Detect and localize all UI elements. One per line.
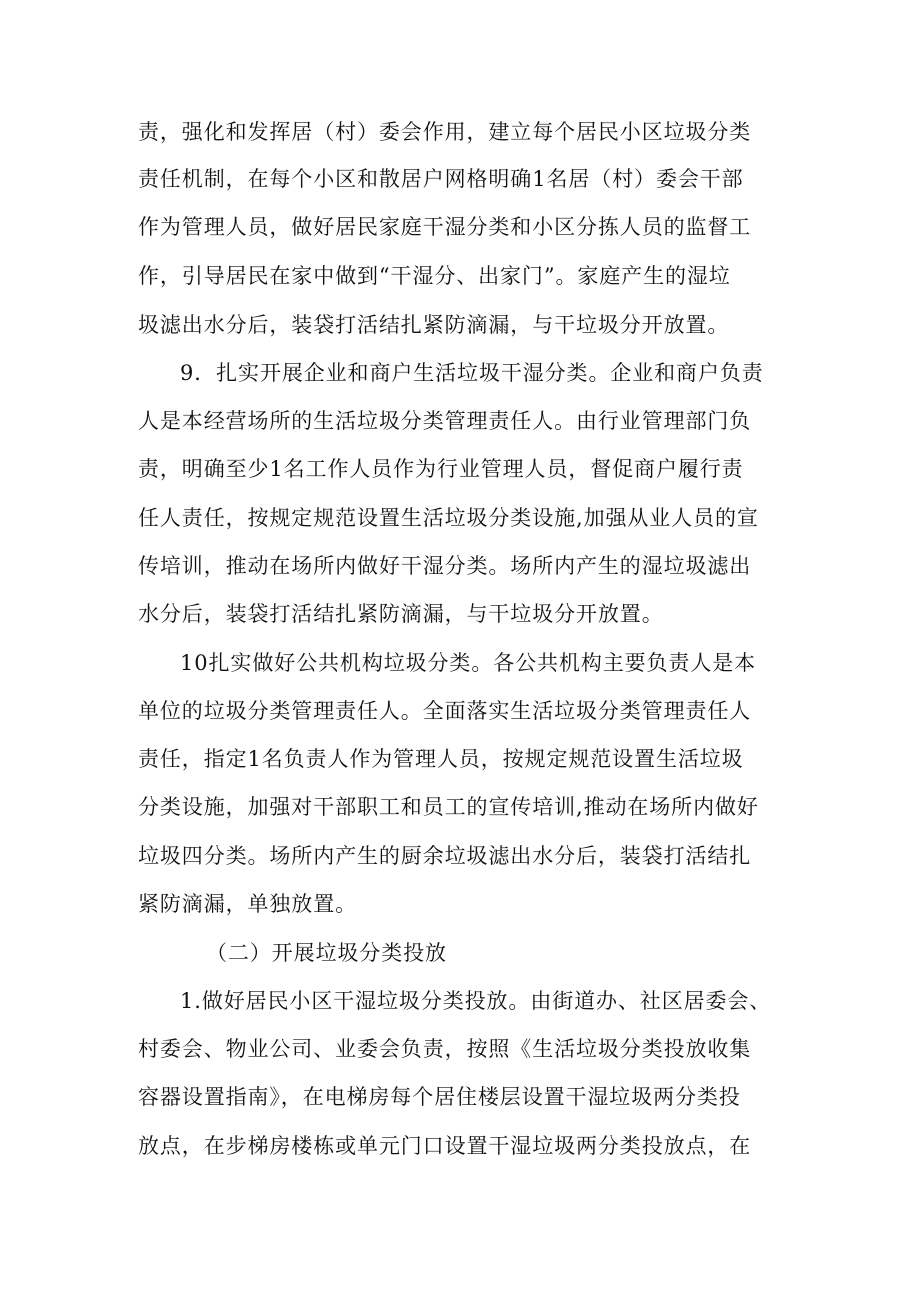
paragraph-line: 人是本经营场所的生活垃圾分类管理责任人。由行业管理部门负 [138, 409, 752, 433]
paragraph-line: 责任，指定1名负责人作为管理人员，按规定规范设置生活垃圾 [138, 747, 744, 771]
paragraph-line: 放点，在步梯房楼栋或单元门口设置干湿垃圾两分类投放点，在 [138, 1134, 752, 1158]
paragraph-line: 责，强化和发挥居（村）委会作用，建立每个居民小区垃圾分类 [138, 120, 752, 144]
paragraph-line: 水分后，装袋打活结扎紧防滴漏，与干垃圾分开放置。 [138, 602, 664, 626]
paragraph-line: 容器设置指南》，在电梯房每个居住楼层设置干湿垃圾两分类投 [138, 1085, 741, 1109]
paragraph-line: 责，明确至少1名工作人员作为行业管理人员，督促商户履行责 [138, 457, 744, 481]
paragraph-line: 责任机制，在每个小区和散居户网格明确1名居（村）委会干部 [138, 167, 744, 191]
paragraph-line: 9．扎实开展企业和商户生活垃圾干湿分类。企业和商户负责 [180, 361, 764, 385]
paragraph-line: 任人责任，按规定规范设置生活垃圾分类设施,加强从业人员的宣 [138, 506, 759, 530]
section-heading: （二）开展垃圾分类投放 [206, 941, 447, 965]
paragraph-line: 圾滤出水分后，装袋打活结扎紧防滴漏，与干垃圾分开放置。 [138, 313, 730, 337]
paragraph-line: 紧防滴漏，单独放置。 [138, 892, 357, 916]
paragraph-line: 垃圾四分类。场所内产生的厨余垃圾滤出水分后，装袋打活结扎 [138, 844, 752, 868]
paragraph-line: 1.做好居民小区干湿垃圾分类投放。由街道办、社区居委会、 [180, 989, 772, 1013]
paragraph-line: 作为管理人员，做好居民家庭干湿分类和小区分拣人员的监督工 [138, 215, 752, 239]
paragraph-line: 传培训，推动在场所内做好干湿分类。场所内产生的湿垃圾滤出 [138, 554, 752, 578]
paragraph-line: 10扎实做好公共机构垃圾分类。各公共机构主要负责人是本 [180, 651, 757, 675]
paragraph-line: 单位的垃圾分类管理责任人。全面落实生活垃圾分类管理责任人 [138, 699, 752, 723]
paragraph-line: 作，引导居民在家中做到“干湿分、出家门”。家庭产生的湿垃 [138, 264, 731, 288]
paragraph-line: 村委会、物业公司、业委会负责，按照《生活垃圾分类投放收集 [138, 1037, 752, 1061]
paragraph-line: 分类设施，加强对干部职工和员工的宣传培训,推动在场所内做好 [138, 795, 759, 819]
